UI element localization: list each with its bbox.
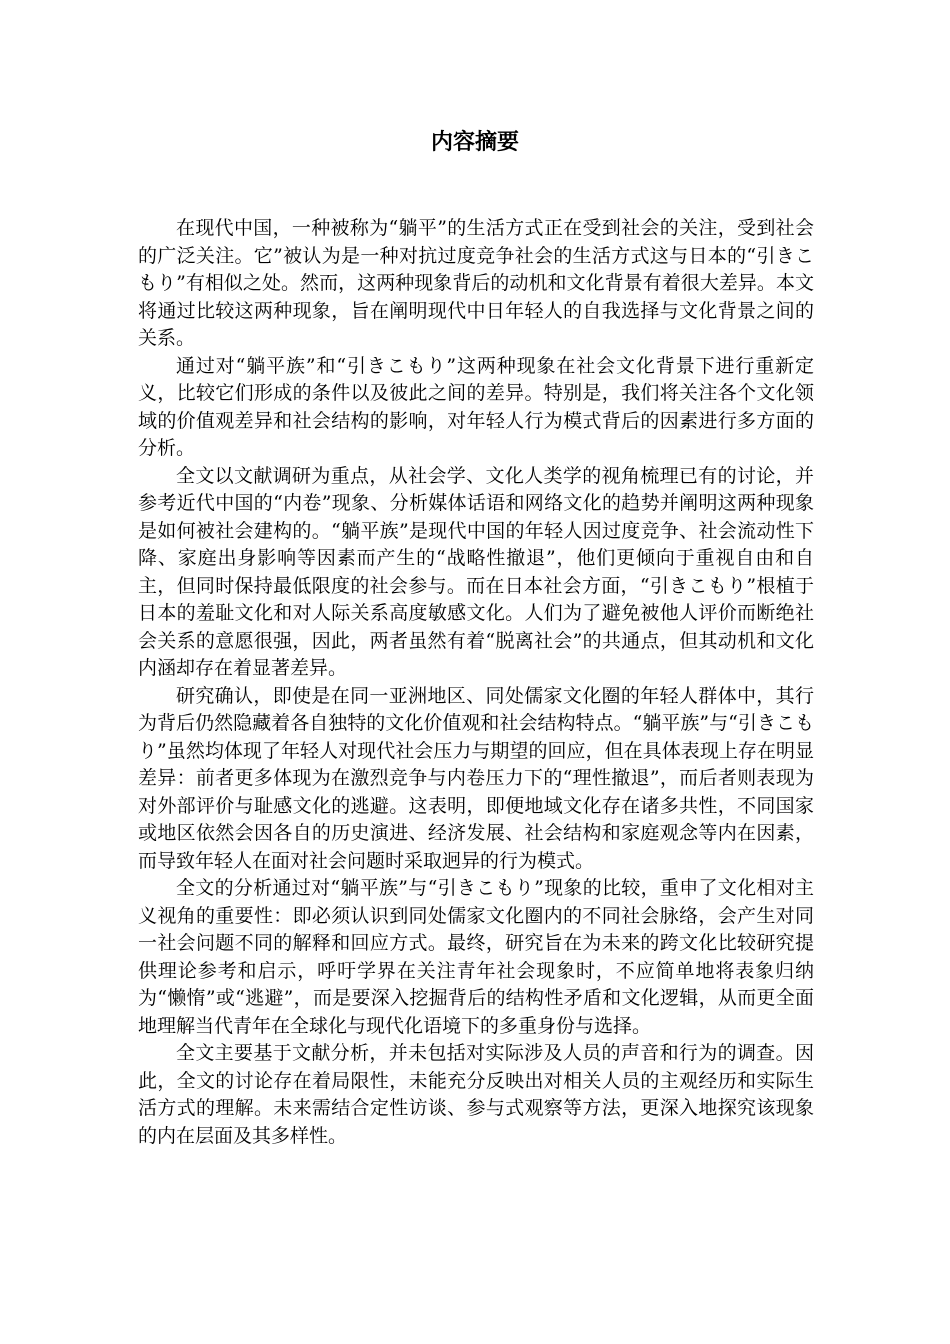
abstract-paragraph-4: 研究确认，即使是在同一亚洲地区、同处儒家文化圈的年轻人群体中，其行为背后仍然隐藏着各自独特的文化价值观和社会结构特点。“躺平族”与“引きこもり”虽然均体现了年轻人对现代社会压力与期望的回应，但在具体表现上存在明显差异：前者更多体现为在激烈竞争与内卷压力下的“理性撤退”，而后者则表现为对外部评价与耻感文化的逃避。这表明，即便地域文化存在诸多共性，不同国家或地区依然会因各自的历史演进、经济发展、社会结构和家庭观念等内在因素，而导致年轻人在面对社会问题时采取迥异的行为模式。 bbox=[138, 684, 814, 872]
abstract-paragraph-1: 在现代中国，一种被称为“躺平”的生活方式正在受到社会的关注，受到社会的广泛关注。它”被认为是一种对抗过度竞争社会的生活方式这与日本的“引きこもり”有相似之处。然而，这两种现象背后的动机和文化背景有着很大差异。本文将通过比较这两种现象，旨在阐明现代中日年轻人的自我选择与文化背景之间的关系。 bbox=[138, 217, 814, 349]
abstract-paragraph-2: 通过对“躺平族”和“引きこもり”这两种现象在社会文化背景下进行重新定义，比较它们形成的条件以及彼此之间的差异。特别是，我们将关注各个文化领域的价值观差异和社会结构的影响，对年轻人行为模式背后的因素进行多方面的分析。 bbox=[138, 354, 814, 459]
abstract-paragraph-3: 全文以文献调研为重点，从社会学、文化人类学的视角梳理已有的讨论，并参考近代中国的“内卷”现象、分析媒体话语和网络文化的趋势并阐明这两种现象是如何被社会建构的。“躺平族”是现代中国的年轻人因过度竞争、社会流动性下降、家庭出身影响等因素而产生的“战略性撤退”，他们更倾向于重视自由和自主，但同时保持最低限度的社会参与。而在日本社会方面，“引きこもり”根植于日本的羞耻文化和对人际关系高度敏感文化。人们为了避免被他人评价而断绝社会关系的意愿很强，因此，两者虽然有着“脱离社会”的共通点，但其动机和文化内涵却存在着显著差异。 bbox=[138, 464, 814, 679]
abstract-paragraph-5: 全文的分析通过对“躺平族”与“引きこもり”现象的比较，重申了文化相对主义视角的重要性：即必须认识到同处儒家文化圈内的不同社会脉络，会产生对同一社会问题不同的解释和回应方式。最终，研究旨在为未来的跨文化比较研究提供理论参考和启示，呼吁学界在关注青年社会现象时，不应简单地将表象归纳为“懒惰”或“逃避”，而是要深入挖掘背后的结构性矛盾和文化逻辑，从而更全面地理解当代青年在全球化与现代化语境下的多重身份与选择。 bbox=[138, 877, 814, 1037]
abstract-paragraph-6: 全文主要基于文献分析，并未包括对实际涉及人员的声音和行为的调查。因此，全文的讨论存在着局限性，未能充分反映出对相关人员的主观经历和实际生活方式的理解。未来需结合定性访谈、参与式观察等方法，更深入地探究该现象的内在层面及其多样性。 bbox=[138, 1042, 814, 1147]
abstract-title: 内容摘要 bbox=[430, 130, 519, 155]
abstract-body bbox=[138, 215, 814, 1150]
